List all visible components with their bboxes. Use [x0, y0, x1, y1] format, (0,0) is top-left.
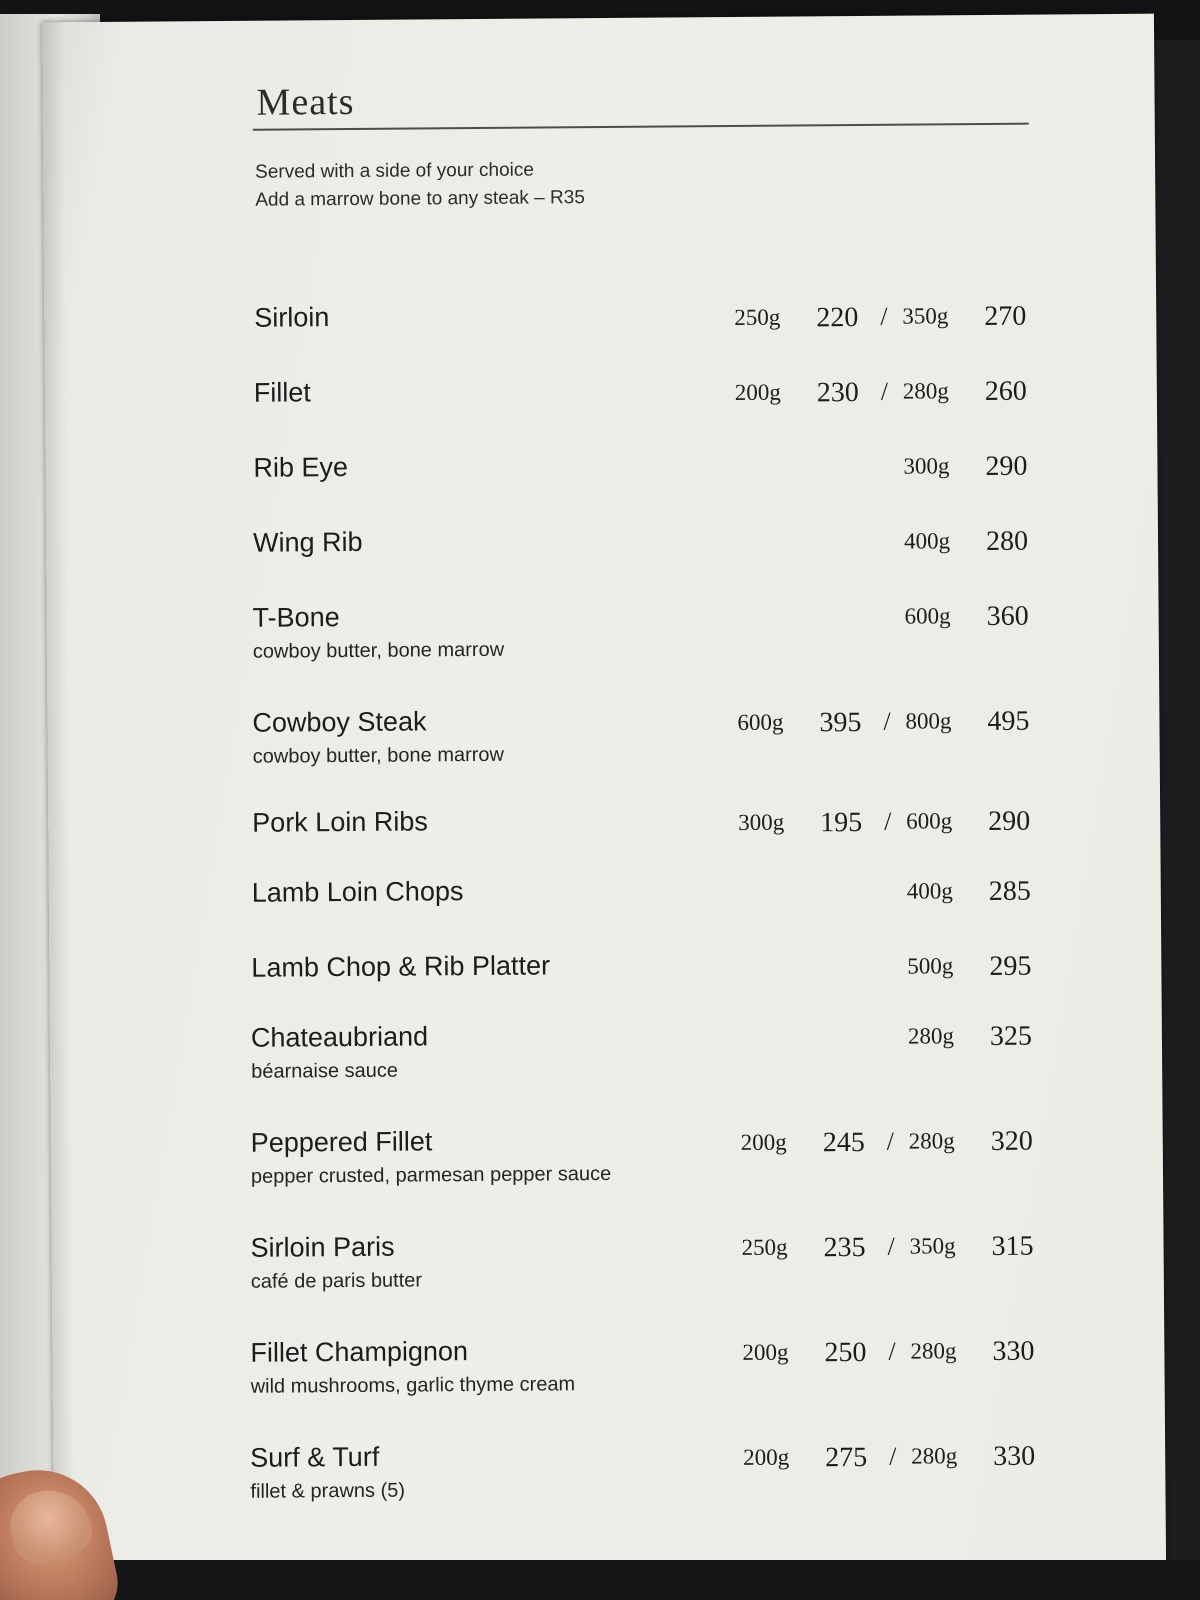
weight-large: 280g — [911, 1443, 958, 1469]
price-small: 195 — [820, 806, 863, 839]
price-small: 235 — [823, 1231, 866, 1264]
menu-item — [222, 1332, 1043, 1408]
menu-item — [218, 802, 1039, 878]
menu-page — [42, 14, 1166, 1573]
section-notes — [255, 153, 1033, 215]
item-description: cowboy butter, bone marrow — [252, 638, 505, 663]
menu-item — [223, 1437, 1044, 1513]
item-name: Rib Eye — [253, 452, 349, 483]
item-description: café de paris butter — [250, 1269, 423, 1293]
menu-item — [219, 947, 1040, 1023]
price-separator: / — [880, 376, 889, 406]
menu-item — [214, 297, 1035, 373]
price-separator: / — [889, 1441, 897, 1471]
weight-small: 200g — [742, 1339, 789, 1365]
weight-large: 600g — [906, 808, 953, 834]
weight-small: 200g — [740, 1129, 787, 1155]
item-name: Pork Loin Ribs — [252, 806, 428, 838]
weight-large: 350g — [909, 1233, 956, 1259]
menu-item — [215, 447, 1036, 523]
price-small: 220 — [816, 301, 859, 334]
note-marrow-bone: Add a marrow bone to any steak – R35 — [255, 187, 585, 211]
weight-small: 600g — [737, 709, 784, 735]
item-name: Cowboy Steak — [252, 706, 427, 738]
weight-large: 280g — [902, 378, 949, 404]
weight-large: 280g — [908, 1128, 955, 1154]
price-separator: / — [886, 1126, 895, 1156]
price-separator: / — [884, 806, 892, 836]
note-side-choice: Served with a side of your choice — [255, 159, 535, 183]
item-name: Lamb Chop & Rib Platter — [251, 950, 551, 983]
price-small: 250 — [824, 1336, 867, 1369]
price-small: 395 — [819, 706, 862, 739]
menu-item — [219, 872, 1040, 948]
weight-large: 350g — [902, 303, 949, 329]
weight-small: 250g — [734, 304, 781, 330]
menu-item — [216, 597, 1037, 673]
weight-large: 800g — [905, 708, 952, 734]
item-name: Sirloin — [254, 302, 330, 333]
menu-item — [221, 1227, 1042, 1303]
item-name: Chateaubriand — [250, 1021, 429, 1053]
menu-content — [212, 75, 1036, 1503]
item-name: Wing Rib — [252, 526, 363, 558]
price-large: 295 — [989, 950, 1032, 982]
price-separator: / — [883, 706, 891, 736]
price-separator: / — [888, 1336, 896, 1366]
weight-small: 200g — [743, 1444, 790, 1470]
item-name: Surf & Turf — [250, 1441, 380, 1473]
price-small: 230 — [816, 376, 859, 409]
price-large: 290 — [985, 450, 1028, 482]
weight-large: 500g — [907, 953, 954, 979]
price-large: 325 — [989, 1020, 1033, 1052]
price-large: 280 — [985, 525, 1029, 557]
menu-item-list — [214, 297, 1036, 1503]
item-description: cowboy butter, bone marrow — [252, 743, 505, 768]
weight-large: 280g — [910, 1338, 957, 1364]
section-title: Meats — [256, 80, 355, 124]
price-large: 315 — [991, 1230, 1034, 1262]
price-large: 290 — [988, 805, 1031, 837]
item-description: béarnaise sauce — [251, 1059, 399, 1083]
menu-item — [215, 372, 1036, 448]
price-large: 360 — [986, 600, 1029, 632]
weight-large: 300g — [903, 453, 950, 479]
item-name: Sirloin Paris — [250, 1231, 395, 1263]
menu-item — [220, 1017, 1041, 1093]
price-large: 330 — [993, 1440, 1036, 1472]
price-large: 495 — [987, 705, 1030, 737]
weight-small: 250g — [741, 1234, 788, 1260]
item-name: Peppered Fillet — [250, 1126, 433, 1158]
price-small: 275 — [825, 1441, 868, 1474]
price-large: 285 — [988, 875, 1031, 907]
menu-item — [221, 1122, 1042, 1198]
item-name: T-Bone — [252, 602, 340, 633]
item-description: pepper crusted, parmesan pepper sauce — [250, 1162, 612, 1188]
price-large: 330 — [992, 1335, 1035, 1367]
price-large: 260 — [984, 375, 1027, 407]
item-name: Fillet Champignon — [250, 1336, 469, 1368]
price-separator: / — [887, 1231, 895, 1261]
item-name: Fillet — [253, 377, 311, 408]
weight-small: 200g — [734, 379, 781, 405]
item-name: Lamb Loin Chops — [251, 876, 464, 908]
price-large: 320 — [990, 1125, 1033, 1157]
price-large: 270 — [984, 300, 1027, 332]
weight-small: 300g — [738, 809, 785, 835]
item-description: wild mushrooms, garlic thyme cream — [250, 1373, 576, 1398]
weight-large: 600g — [904, 603, 951, 629]
price-small: 245 — [822, 1126, 865, 1159]
item-description: fillet & prawns (5) — [250, 1479, 406, 1503]
weight-large: 400g — [906, 878, 953, 904]
weight-large: 280g — [907, 1023, 955, 1049]
price-separator: / — [880, 301, 888, 331]
menu-item — [216, 522, 1037, 598]
weight-large: 400g — [903, 528, 951, 554]
background-surface-bottom — [0, 1560, 1200, 1600]
menu-item — [217, 702, 1038, 778]
